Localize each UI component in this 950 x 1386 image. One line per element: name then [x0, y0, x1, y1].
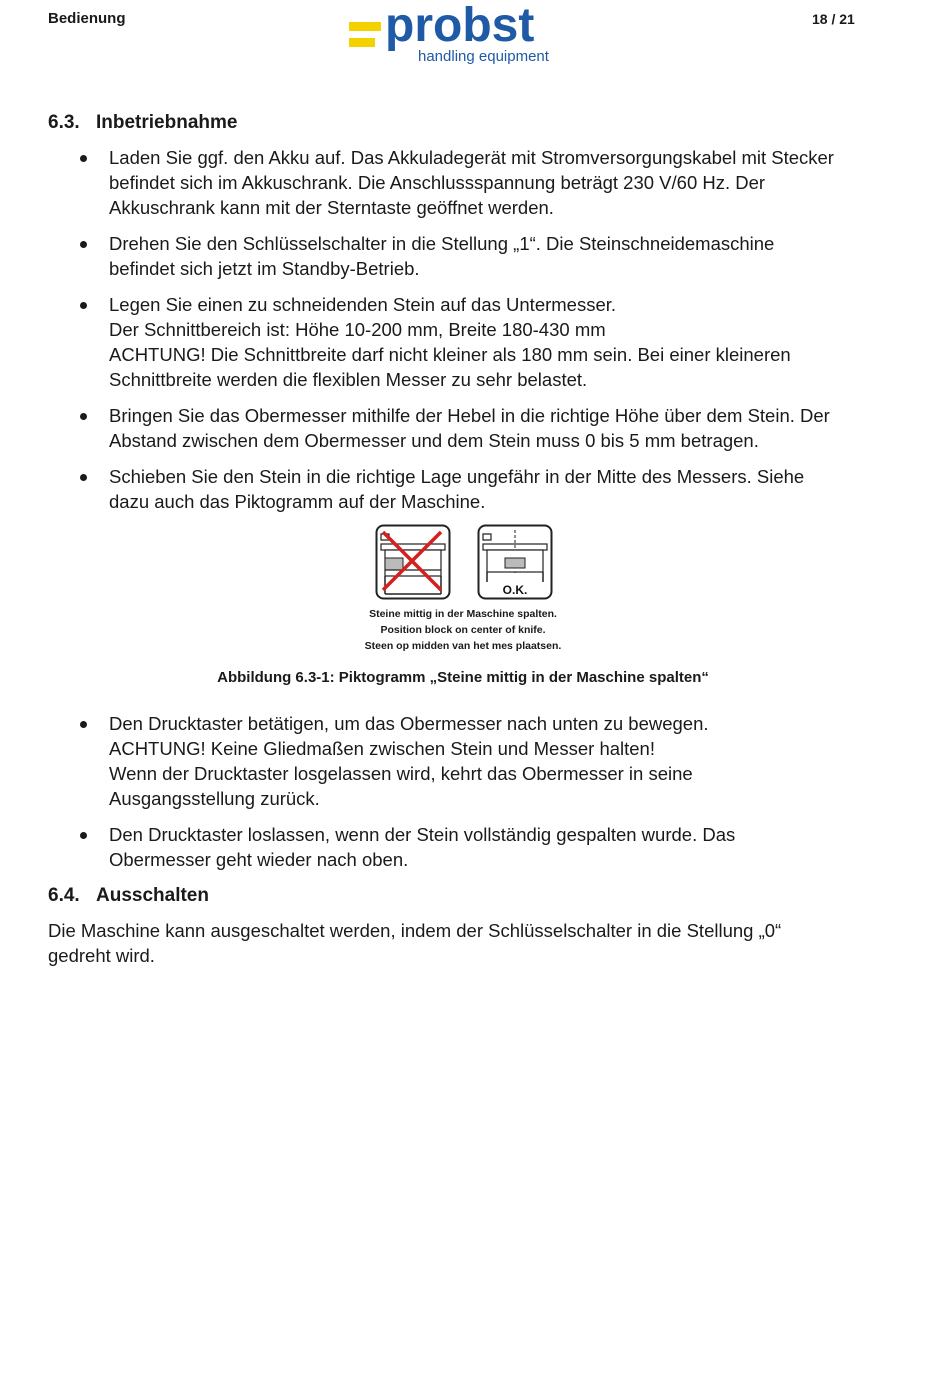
list-item — [48, 464, 878, 514]
list-item-line: Wenn der Drucktaster losgelassen wird, kehrt das Obermesser in seine — [109, 763, 693, 784]
list-item — [48, 292, 878, 392]
page-number: 18 / 21 — [812, 11, 855, 27]
paragraph-line: Die Maschine kann ausgeschaltet werden, indem der Schlüsselschalter in die Stellung „0“ — [48, 920, 782, 941]
section-heading-6-4 — [48, 883, 878, 908]
list-item-line: ACHTUNG! Die Schnittbreite darf nicht kleiner als 180 mm sein. Bei einer kleineren — [109, 344, 791, 365]
instruction-list-continued — [48, 711, 878, 872]
list-item-line: Der Schnittbereich ist: Höhe 10-200 mm, Breite 180-430 mm — [109, 319, 606, 340]
list-item-line: Ausgangsstellung zurück. — [109, 788, 320, 809]
logo-tagline: handling equipment — [418, 48, 549, 65]
list-item — [48, 403, 878, 453]
pictogram-row — [50, 524, 878, 600]
probst-logo — [349, 0, 564, 70]
figure-caption: Abbildung 6.3-1: Piktogramm „Steine mittig in der Maschine spalten“ — [217, 669, 709, 686]
pictogram-caption-line: Position block on center of knife. — [380, 624, 546, 636]
section-paragraph — [48, 918, 878, 968]
section-number: 6.3. — [48, 112, 80, 133]
list-item-line: Drehen Sie den Schlüsselschalter in die Stellung „1“. Die Steinschneidemaschine — [109, 233, 775, 254]
bullet-icon — [80, 413, 87, 420]
list-item — [48, 711, 878, 811]
paragraph-line: gedreht wird. — [48, 945, 155, 966]
ok-label: O.K. — [502, 583, 528, 597]
list-item-line: Den Drucktaster betätigen, um das Obermesser nach unten zu bewegen. — [109, 713, 709, 734]
document-body — [48, 110, 878, 968]
logo-brand: probst — [385, 0, 535, 52]
list-item-line: Obermesser geht wieder nach oben. — [109, 849, 409, 870]
list-item-line: Den Drucktaster loslassen, wenn der Stein vollständig gespalten wurde. Das — [109, 824, 736, 845]
pictogram-caption — [48, 606, 878, 654]
list-item — [48, 231, 878, 281]
bullet-icon — [80, 155, 87, 162]
list-item-line: Abstand zwischen dem Obermesser und dem Stein muss 0 bis 5 mm betragen. — [109, 430, 759, 451]
header-section-label: Bedienung — [48, 10, 126, 27]
list-item-line: Legen Sie einen zu schneidenden Stein auf das Untermesser. — [109, 294, 617, 315]
section-heading-6-3 — [48, 110, 878, 135]
list-item-line: befindet sich jetzt im Standby-Betrieb. — [109, 258, 420, 279]
pictogram-caption-line: Steen op midden van het mes plaatsen. — [364, 640, 562, 652]
pictogram-figure — [48, 524, 878, 690]
list-item-line: Schnittbreite werden die flexiblen Messer zu sehr belastet. — [109, 369, 588, 390]
list-item-line: Laden Sie ggf. den Akku auf. Das Akkuladegerät mit Stromversorgungskabel mit Stecker — [109, 147, 834, 168]
list-item-line: Akkuschrank kann mit der Sterntaste geöffnet werden. — [109, 197, 554, 218]
section-number: 6.4. — [48, 885, 80, 906]
bullet-icon — [80, 241, 87, 248]
list-item — [48, 145, 878, 220]
correct-position-pictogram — [477, 524, 553, 600]
list-item-line: befindet sich im Akkuschrank. Die Anschlussspannung beträgt 230 V/60 Hz. Der — [109, 172, 766, 193]
wrong-position-pictogram — [375, 524, 451, 600]
list-item-line: Schieben Sie den Stein in die richtige Lage ungefähr in der Mitte des Messers. Siehe — [109, 466, 805, 487]
logo-yellow-bar-bottom — [349, 38, 375, 47]
list-item-line: Bringen Sie das Obermesser mithilfe der Hebel in die richtige Höhe über dem Stein. Der — [109, 405, 830, 426]
section-title: Inbetriebnahme — [96, 112, 238, 133]
instruction-list — [48, 145, 878, 514]
list-item — [48, 822, 878, 872]
section-title: Ausschalten — [96, 885, 209, 906]
list-item-line: ACHTUNG! Keine Gliedmaßen zwischen Stein und Messer halten! — [109, 738, 655, 759]
bullet-icon — [80, 721, 87, 728]
list-item-line: dazu auch das Piktogramm auf der Maschine. — [109, 491, 486, 512]
logo-yellow-bar-top — [349, 22, 381, 31]
bullet-icon — [80, 302, 87, 309]
bullet-icon — [80, 832, 87, 839]
bullet-icon — [80, 474, 87, 481]
pictogram-caption-line: Steine mittig in der Maschine spalten. — [369, 608, 557, 620]
